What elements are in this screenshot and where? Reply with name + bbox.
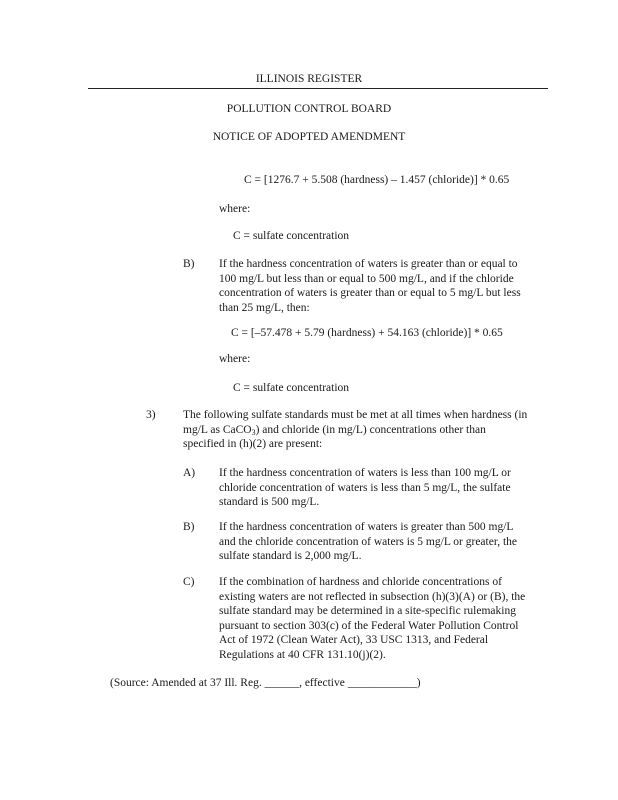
item-3-line2-post: ) and chloride (in mg/L) concentrations other than bbox=[255, 423, 486, 436]
item-c-label: C) bbox=[183, 576, 195, 588]
item-c-line: Regulations at 40 CFR 131.10(j)(2). bbox=[219, 648, 386, 661]
item-b1-line: 100 mg/L but less than or equal to 500 mg/L, and if the chloride bbox=[219, 272, 514, 285]
item-3-label: 3) bbox=[146, 409, 156, 421]
item-3-line bbox=[183, 423, 527, 438]
item-a-label: A) bbox=[183, 467, 196, 479]
notice-heading: NOTICE OF ADOPTED AMENDMENT bbox=[212, 131, 406, 143]
definition-1: C = sulfate concentration bbox=[233, 230, 350, 242]
item-c-line: Act of 1972 (Clean Water Act), 33 USC 1313, and Federal bbox=[219, 634, 489, 647]
item-b2-text bbox=[219, 520, 517, 564]
item-b2-line: and the chloride concentration of waters is 5 mg/L or greater, the bbox=[219, 535, 518, 548]
item-c-text bbox=[219, 575, 525, 663]
item-a-line: If the hardness concentration of waters is less than 100 mg/L or bbox=[219, 467, 511, 479]
item-c-line: sulfate standard may be determined in a site-specific rulemaking bbox=[219, 605, 516, 618]
definition-2: C = sulfate concentration bbox=[233, 382, 350, 394]
item-b1-line: than 25 mg/L, then: bbox=[219, 301, 310, 314]
register-title: ILLINOIS REGISTER bbox=[255, 73, 363, 85]
item-c-line: existing waters are not reflected in subsection (h)(3)(A) or (B), the bbox=[219, 590, 526, 603]
item-3-line2-pre: mg/L as CaCO bbox=[183, 423, 252, 436]
formula-2: C = [–57.478 + 5.79 (hardness) + 54.163 (chloride)] * 0.65 bbox=[231, 327, 503, 339]
item-b2-line: sulfate standard is 2,000 mg/L. bbox=[219, 550, 362, 563]
header-rule bbox=[88, 88, 548, 89]
source-note: (Source: Amended at 37 Ill. Reg. ______, effective ____________) bbox=[110, 677, 421, 689]
agency-heading: POLLUTION CONTROL BOARD bbox=[226, 103, 392, 115]
item-b1-line: concentration of waters is greater than or equal to 5 mg/L but less bbox=[219, 287, 521, 300]
item-3-text bbox=[183, 408, 527, 452]
item-c-line: pursuant to section 303(c) of the Federal Water Pollution Control bbox=[219, 619, 519, 632]
item-b2-label: B) bbox=[183, 521, 195, 533]
item-3-line: specified in (h)(2) are present: bbox=[183, 438, 323, 451]
formula-1: C = [1276.7 + 5.508 (hardness) – 1.457 (chloride)] * 0.65 bbox=[244, 174, 510, 186]
item-b1-line: If the hardness concentration of waters is greater than or equal to bbox=[219, 258, 518, 270]
item-c-line: If the combination of hardness and chloride concentrations of bbox=[219, 576, 502, 588]
item-3-subscript: 3 bbox=[251, 427, 256, 437]
where-label-2: where: bbox=[219, 353, 251, 365]
item-a-line: standard is 500 mg/L. bbox=[219, 496, 320, 509]
item-a-line: chloride concentration of waters is less than 5 mg/L, the sulfate bbox=[219, 481, 511, 494]
where-label-1: where: bbox=[219, 203, 251, 215]
item-b1-label: B) bbox=[183, 258, 195, 270]
item-3-line: The following sulfate standards must be met at all times when hardness (in bbox=[183, 409, 528, 421]
item-b1-text bbox=[219, 257, 521, 315]
item-a-text bbox=[219, 466, 511, 510]
item-b2-line: If the hardness concentration of waters is greater than 500 mg/L bbox=[219, 521, 514, 533]
